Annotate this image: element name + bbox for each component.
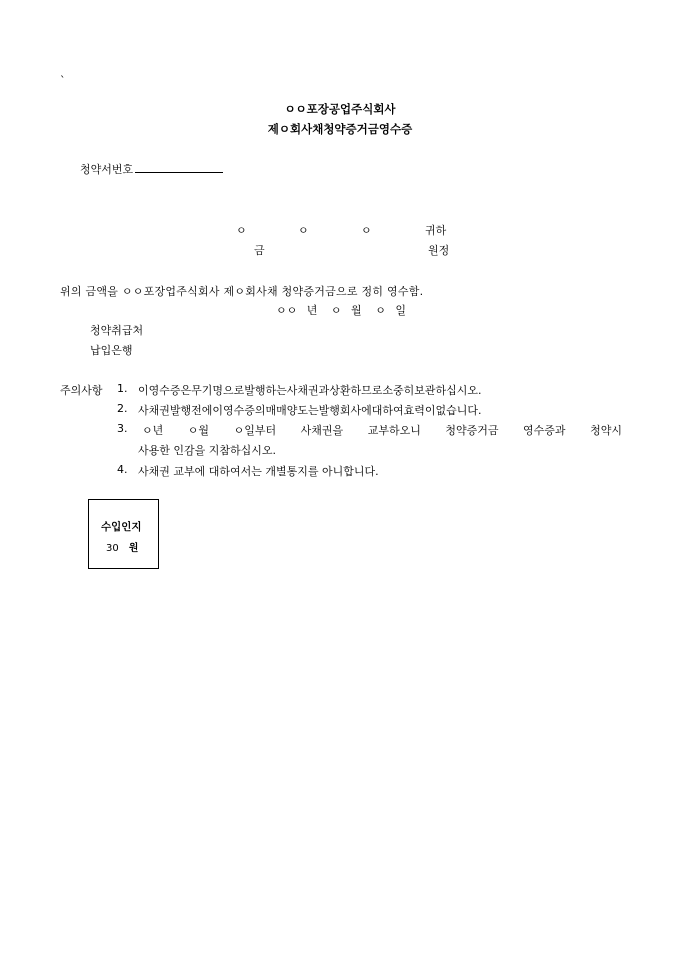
agent-label: 청약취급처 [90, 324, 144, 337]
amount-label: 금 [254, 244, 265, 257]
note-4-text: 사채권 교부에 대하여서는 개별통지를 아니합니다. [138, 465, 379, 478]
company-name: ㅇㅇ포장공업주식회사 [284, 102, 396, 116]
note-1-number: 1. [117, 382, 128, 395]
date-day-label: 일 [395, 304, 406, 317]
date-year-label: 년 [306, 304, 318, 317]
date-month-label: 월 [351, 304, 362, 317]
note-3-text: ㅇ년 ㅇ월 ㅇ일부터 사채권을 교부하오니 청약증거금 영수증과 청약시 [142, 424, 622, 437]
revenue-stamp-box [88, 499, 159, 569]
addressee-honorific: 귀하 [425, 224, 447, 237]
addressee-mark-2: ㅇ [298, 224, 309, 237]
addressee-mark-3: ㅇ [361, 224, 372, 237]
revenue-stamp-unit: 원 [128, 543, 139, 554]
addressee-mark-1: ㅇ [236, 224, 247, 237]
date-year: ㅇㅇ [276, 304, 298, 317]
date-line [276, 302, 406, 318]
application-number [80, 161, 223, 177]
receipt-statement: 위의 금액을 ㅇㅇ포장업주식회사 제ㅇ회사채 청약증거금으로 정히 영수함. [60, 285, 424, 298]
document-title: 제ㅇ회사채청약증거금영수증 [267, 122, 413, 136]
bank-label: 납입은행 [90, 344, 133, 357]
application-number-label: 청약서번호 [80, 163, 134, 176]
revenue-stamp-label: 수입인지 [101, 521, 142, 533]
note-2-text: 사채권발행전에이영수증의매매양도는발행회사에대하여효력이없습니다. [138, 404, 482, 417]
notes-heading: 주의사항 [60, 384, 103, 397]
note-1-text: 이영수증은무기명으로발행하는사채권과상환하므로소중히보관하십시오. [138, 384, 482, 397]
amount-unit: 원정 [428, 244, 450, 257]
corner-mark: ` [60, 74, 66, 87]
note-3-continuation: 사용한 인감을 지참하십시오. [138, 444, 277, 457]
date-month: ㅇ [330, 304, 342, 317]
date-day: ㅇ [375, 304, 386, 317]
note-2-number: 2. [117, 402, 128, 415]
note-3-number: 3. [117, 422, 128, 435]
application-number-blank [135, 161, 223, 173]
revenue-stamp-value: 30 [106, 543, 119, 554]
note-4-number: 4. [117, 463, 128, 476]
revenue-stamp-amount [106, 539, 138, 554]
